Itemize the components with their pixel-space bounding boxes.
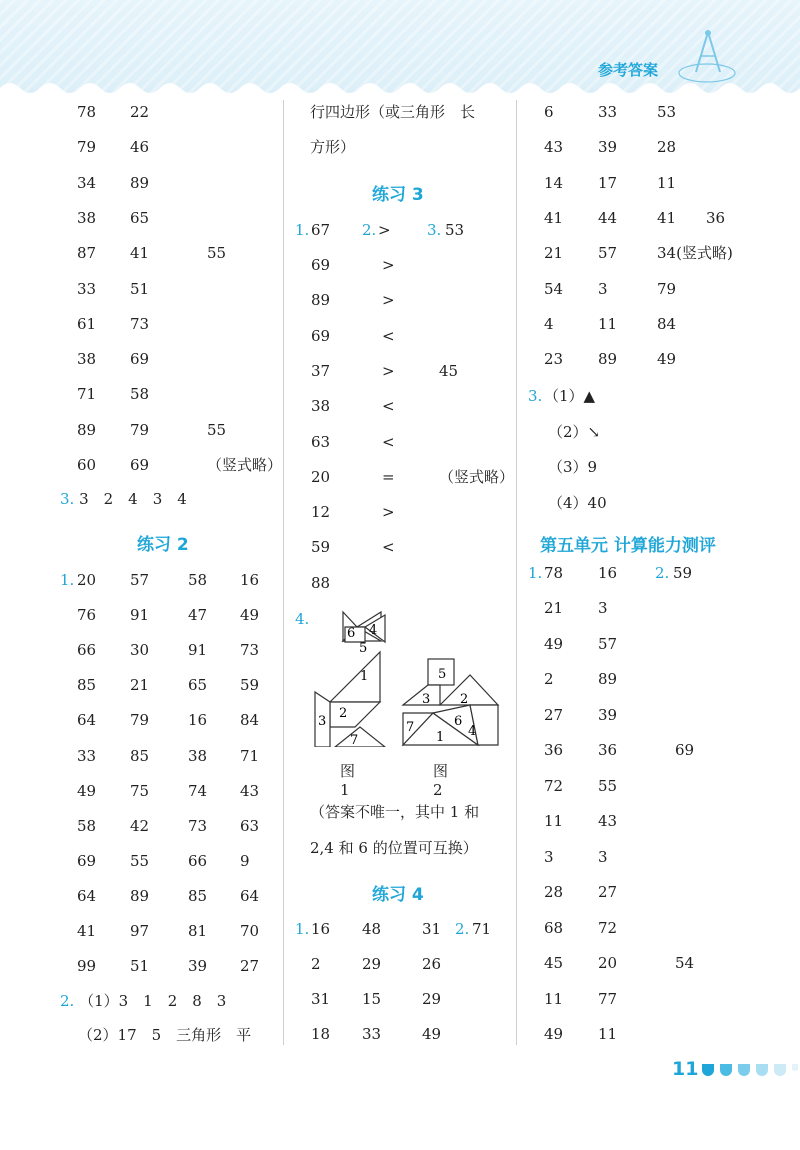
answer-row xyxy=(311,953,551,975)
answer-row xyxy=(544,348,784,370)
answer-value: 71 xyxy=(240,746,260,765)
answer-value: 57 xyxy=(598,244,618,263)
answer-row xyxy=(544,101,784,123)
answer-value: 59 xyxy=(311,538,331,557)
section-heading: 练习 3 xyxy=(372,185,424,205)
answer-value: 39 xyxy=(188,957,208,976)
answer-value: 66 xyxy=(77,641,97,660)
question-number: 2. xyxy=(455,920,470,938)
answer-value: 27 xyxy=(544,705,564,724)
question-number: 3. xyxy=(528,387,543,405)
answer-row xyxy=(544,668,784,690)
answer-value: 49 xyxy=(240,606,260,625)
answer-value: 69 xyxy=(130,350,150,369)
q2-line2 xyxy=(78,1024,251,1046)
answer-row xyxy=(544,704,784,726)
answer-value: 33 xyxy=(77,746,97,765)
answer-value: 64 xyxy=(77,886,97,905)
answer-value: 63 xyxy=(311,432,331,451)
question-number xyxy=(60,569,74,591)
answer-value: 11 xyxy=(598,314,618,333)
answer-value: 2 xyxy=(544,670,554,688)
answer-value: 38 xyxy=(77,208,97,227)
figure-caption: 图1 xyxy=(340,762,356,799)
tangram-figure-2 xyxy=(398,655,508,750)
answer-row xyxy=(77,207,317,229)
piece-number: 4 xyxy=(369,623,378,638)
answer-row xyxy=(77,313,317,335)
answer-value: 55 xyxy=(207,420,227,439)
answer-value: 89 xyxy=(311,291,331,310)
answer-row xyxy=(77,920,317,942)
answer-value: 73 xyxy=(240,641,260,660)
answer-value: 72 xyxy=(544,776,564,795)
answer-value: 33 xyxy=(598,103,618,121)
q2-line1 xyxy=(60,990,226,1012)
answer-value: 55 xyxy=(598,776,618,795)
answer-text: 行四边形（或三角形 长 xyxy=(310,103,476,121)
answer-row xyxy=(77,101,317,123)
answer-value: 55 xyxy=(130,851,150,870)
answer-row xyxy=(311,395,551,417)
answer-value: 89 xyxy=(598,350,618,369)
answer-value: 17 xyxy=(598,173,618,192)
answer-value: 41 xyxy=(130,244,150,263)
answer-value: 91 xyxy=(130,606,150,625)
answer-value: < xyxy=(382,432,395,451)
answer-value: > xyxy=(382,291,395,310)
answer-value: < xyxy=(382,397,395,416)
answer-value: 75 xyxy=(130,781,150,800)
answer-value: 74 xyxy=(188,781,208,800)
answer-value: 66 xyxy=(188,851,208,870)
question-number: 1. xyxy=(528,564,543,582)
answer-row xyxy=(311,466,551,488)
section-heading: 练习 2 xyxy=(137,535,189,555)
answer-value: 64 xyxy=(240,886,260,905)
answer-value: 3 xyxy=(598,279,608,298)
page-number: 11 xyxy=(672,1058,699,1080)
answer-row xyxy=(311,1023,551,1045)
answer-value: 64 xyxy=(77,711,97,730)
answer-value: > xyxy=(382,503,395,522)
answer-row xyxy=(544,136,784,158)
answer-row xyxy=(77,383,317,405)
answer-value: 41 xyxy=(77,922,97,940)
answer-value: 48 xyxy=(362,920,382,938)
piece-number: 3 xyxy=(318,714,327,729)
answer-value: 20 xyxy=(598,954,618,972)
answer-value: 69 xyxy=(311,256,331,274)
answer-value: 49 xyxy=(544,634,564,653)
page-dots-decoration xyxy=(700,1062,800,1078)
answer-row xyxy=(77,454,317,476)
answer-value: 20 xyxy=(77,571,97,589)
answer-value: 22 xyxy=(130,103,150,121)
answer-row xyxy=(77,709,317,731)
answer-value: 41 xyxy=(657,208,677,227)
answer-row xyxy=(544,313,784,335)
answer-value: < xyxy=(382,538,395,557)
piece-number: 6 xyxy=(347,626,356,641)
answer-value: 69 xyxy=(675,741,695,759)
answer-value: 11 xyxy=(544,812,564,830)
answer-value: 85 xyxy=(130,746,150,765)
answer-row xyxy=(311,536,551,558)
answer-value: 41 xyxy=(544,208,564,227)
question-number: 1. xyxy=(295,221,310,239)
answer-row xyxy=(77,850,317,872)
answer-value: 38 xyxy=(77,350,97,369)
answer-row xyxy=(544,278,784,300)
answer-value: 46 xyxy=(130,138,150,157)
answer-value: 49 xyxy=(77,781,97,800)
answer-value: 21 xyxy=(544,599,564,617)
answer-value: 39 xyxy=(598,138,618,157)
answer-value: 36 xyxy=(544,741,564,759)
answer-row xyxy=(295,219,495,241)
question-number: 3. xyxy=(427,221,442,239)
answer-value: 71 xyxy=(77,385,97,404)
answer-value: 77 xyxy=(598,989,618,1008)
answer-value: 20 xyxy=(311,467,331,486)
answer-row xyxy=(544,810,784,832)
answer-value: 72 xyxy=(598,918,618,937)
answer-row xyxy=(77,172,317,194)
header-title: 参考答案 xyxy=(598,61,659,79)
q3-values: 3 2 4 3 4 xyxy=(79,490,187,508)
answer-value: 53 xyxy=(445,221,465,239)
answer-value: 53 xyxy=(657,103,677,121)
answer-value: 85 xyxy=(188,886,208,905)
q3-item: （1）▲ xyxy=(544,387,596,405)
section-heading: 练习 4 xyxy=(372,885,424,905)
q1-number: 1. xyxy=(60,571,75,589)
answer-value: 79 xyxy=(130,711,150,730)
answer-value: 33 xyxy=(77,279,97,298)
compass-icon xyxy=(688,28,728,78)
answer-value: 91 xyxy=(188,641,208,660)
answer-value: 28 xyxy=(657,138,677,157)
answer-value: 58 xyxy=(77,816,97,835)
answer-value: 99 xyxy=(77,957,97,976)
answer-value: 16 xyxy=(240,571,260,589)
answer-value: 57 xyxy=(598,634,618,653)
answer-row xyxy=(295,918,510,940)
answer-value: 36 xyxy=(598,741,618,759)
answer-value: 43 xyxy=(544,138,564,157)
q2-answer: （1）3 1 2 8 3 xyxy=(79,992,227,1010)
answer-value: 29 xyxy=(422,990,442,1008)
answer-value: 34(竖式略) xyxy=(657,244,733,263)
answer-row xyxy=(311,289,551,311)
q3-item: （4）40 xyxy=(548,493,607,512)
answer-value: 16 xyxy=(311,920,331,938)
answer-value: 65 xyxy=(188,676,208,695)
answer-row xyxy=(77,348,317,370)
answer-value: 36 xyxy=(706,208,726,227)
answer-value: 49 xyxy=(657,350,677,369)
q2-answer: （2）17 5 三角形 平 xyxy=(78,1026,252,1044)
answer-row xyxy=(77,136,317,158)
answer-value: 28 xyxy=(544,883,564,901)
answer-value: 18 xyxy=(311,1025,331,1043)
answer-text: 方形） xyxy=(310,138,356,156)
answer-row xyxy=(77,278,317,300)
answer-value: 34 xyxy=(77,173,97,192)
answer-value: 61 xyxy=(77,314,97,333)
answer-row xyxy=(311,360,551,382)
answer-value: 49 xyxy=(422,1025,442,1043)
answer-row xyxy=(544,633,784,655)
answer-row xyxy=(544,952,784,974)
piece-number: 1 xyxy=(436,730,445,745)
answer-row xyxy=(544,242,784,264)
answer-row xyxy=(544,597,784,619)
answer-value: 51 xyxy=(130,957,150,976)
answer-value: 79 xyxy=(77,138,97,157)
answer-row xyxy=(544,207,784,229)
q3-item: （3）9 xyxy=(548,458,598,476)
answer-row xyxy=(311,431,551,453)
answer-row xyxy=(311,501,551,523)
answer-row xyxy=(77,955,317,977)
answer-value: > xyxy=(382,256,395,274)
answer-value: 3 xyxy=(544,847,554,866)
answer-row xyxy=(77,674,317,696)
answer-value: 57 xyxy=(130,571,150,589)
answer-row xyxy=(311,325,551,347)
question-number: 2. xyxy=(362,221,377,239)
answer-value: 31 xyxy=(311,990,331,1008)
answer-value: 69 xyxy=(77,851,97,870)
answer-value: > xyxy=(382,361,395,380)
answer-value: 43 xyxy=(240,781,260,800)
answer-value: 14 xyxy=(544,173,564,192)
answer-row xyxy=(77,604,317,626)
answer-value: 68 xyxy=(544,918,564,937)
answer-row xyxy=(311,988,551,1010)
answer-value: 55 xyxy=(207,244,227,263)
answer-value: 21 xyxy=(130,676,150,695)
answer-value: 39 xyxy=(598,705,618,724)
answer-value: 12 xyxy=(311,503,331,522)
answer-value: 38 xyxy=(188,746,208,765)
answer-value: 87 xyxy=(77,244,97,263)
answer-value: 4 xyxy=(544,314,554,333)
answer-value: 27 xyxy=(240,957,260,976)
answer-value: 26 xyxy=(422,955,442,973)
answer-value: 89 xyxy=(130,173,150,192)
answer-value: 11 xyxy=(598,1025,618,1043)
answer-value: 16 xyxy=(188,711,208,730)
answer-value: 59 xyxy=(240,676,260,695)
answer-row xyxy=(544,917,784,939)
answer-value: 67 xyxy=(311,221,331,239)
answer-value: 43 xyxy=(598,812,618,830)
answer-value: 51 xyxy=(130,279,150,298)
answer-value: 3 xyxy=(598,599,608,617)
answer-row xyxy=(544,988,784,1010)
answer-value: 6 xyxy=(544,103,554,121)
answer-value: 69 xyxy=(130,456,150,474)
piece-number: 7 xyxy=(406,720,415,735)
answer-value: 45 xyxy=(544,954,564,972)
answer-value: 16 xyxy=(598,564,618,582)
figure-caption: 图2 xyxy=(433,762,449,799)
answer-value: 76 xyxy=(77,606,97,625)
answer-row xyxy=(544,1023,784,1045)
answer-value: 30 xyxy=(130,641,150,660)
answer-value: 79 xyxy=(657,279,677,298)
answer-value: 54 xyxy=(675,954,695,972)
answer-row xyxy=(77,780,317,802)
answer-note: 2,4 和 6 的位置可互换） xyxy=(310,839,478,857)
answer-value: 45 xyxy=(439,361,459,380)
answer-value: 73 xyxy=(130,314,150,333)
answer-value: 27 xyxy=(598,883,618,901)
answer-value: 38 xyxy=(311,397,331,416)
answer-value: 84 xyxy=(240,711,260,730)
answer-row xyxy=(77,885,317,907)
answer-value: 81 xyxy=(188,922,208,940)
answer-value: = xyxy=(382,467,395,486)
answer-note: （答案不唯一，其中 1 和 xyxy=(310,803,480,821)
question-number: 2. xyxy=(655,564,670,582)
answer-value: 89 xyxy=(598,670,618,688)
answer-row xyxy=(77,639,317,661)
page-header xyxy=(0,0,800,95)
answer-value: 69 xyxy=(311,326,331,345)
piece-number: 3 xyxy=(422,692,431,707)
answer-value: （竖式略） xyxy=(439,467,515,486)
answer-value: （竖式略） xyxy=(207,456,283,474)
answer-value: 78 xyxy=(77,103,97,121)
answer-row xyxy=(311,254,551,276)
answer-value: 84 xyxy=(657,314,677,333)
answer-row xyxy=(544,846,784,868)
answer-value: 37 xyxy=(311,361,331,380)
answer-value: 3 xyxy=(598,847,608,866)
answer-value: < xyxy=(382,326,395,345)
answer-value: 65 xyxy=(130,208,150,227)
answer-value: 2 xyxy=(311,955,321,973)
answer-row xyxy=(544,881,784,903)
answer-value: 97 xyxy=(130,922,150,940)
piece-number: 6 xyxy=(454,714,463,729)
tangram-figure-1 xyxy=(305,607,395,747)
answer-value: 89 xyxy=(77,420,97,439)
question-number: 1. xyxy=(295,920,310,938)
piece-number: 5 xyxy=(359,641,368,656)
answer-value: 71 xyxy=(472,920,492,938)
answer-value: 44 xyxy=(598,208,618,227)
answer-row xyxy=(544,739,784,761)
piece-number: 1 xyxy=(360,669,369,684)
section-heading: 第五单元 计算能力测评 xyxy=(540,536,716,556)
answer-value: 54 xyxy=(544,279,564,298)
q3-row xyxy=(60,488,187,510)
answer-value: 23 xyxy=(544,350,564,369)
piece-number: 2 xyxy=(460,692,469,707)
answer-value: 42 xyxy=(130,816,150,835)
answer-row xyxy=(528,562,748,584)
question-number: 4. xyxy=(295,610,310,628)
answer-value: 9 xyxy=(240,851,250,870)
answer-value: 63 xyxy=(240,816,260,835)
answer-value: 85 xyxy=(77,676,97,695)
answer-value: 70 xyxy=(240,922,260,940)
question-number: 2. xyxy=(60,992,75,1010)
answer-row xyxy=(77,569,317,591)
answer-value: 15 xyxy=(362,990,382,1008)
answer-value: 89 xyxy=(130,886,150,905)
answer-value: 59 xyxy=(673,564,693,582)
answer-value: 58 xyxy=(130,385,150,404)
answer-row xyxy=(311,572,551,594)
answer-value: 73 xyxy=(188,816,208,835)
answer-value: 31 xyxy=(422,920,442,938)
answer-value: 29 xyxy=(362,955,382,973)
answer-row xyxy=(77,419,317,441)
answer-row xyxy=(77,815,317,837)
answer-value: 58 xyxy=(188,571,208,589)
piece-number: 2 xyxy=(339,706,348,721)
piece-number: 7 xyxy=(350,733,359,747)
piece-number: 5 xyxy=(438,667,447,682)
answer-value: 79 xyxy=(130,420,150,439)
answer-value: 88 xyxy=(311,573,331,592)
answer-value: 33 xyxy=(362,1025,382,1043)
answer-row xyxy=(544,172,784,194)
answer-value: 47 xyxy=(188,606,208,625)
answer-value: 11 xyxy=(657,173,677,192)
answer-value: > xyxy=(378,221,391,239)
answer-row xyxy=(77,745,317,767)
answer-value: 60 xyxy=(77,456,97,474)
answer-row xyxy=(544,775,784,797)
answer-value: 11 xyxy=(544,989,564,1008)
answer-row xyxy=(77,242,317,264)
answer-value: 78 xyxy=(544,564,564,582)
answer-value: 49 xyxy=(544,1025,564,1043)
q3-item: （2）↘ xyxy=(548,422,601,441)
answer-value: 21 xyxy=(544,244,564,263)
piece-number: 4 xyxy=(468,724,477,739)
question-number: 3. xyxy=(60,490,75,508)
